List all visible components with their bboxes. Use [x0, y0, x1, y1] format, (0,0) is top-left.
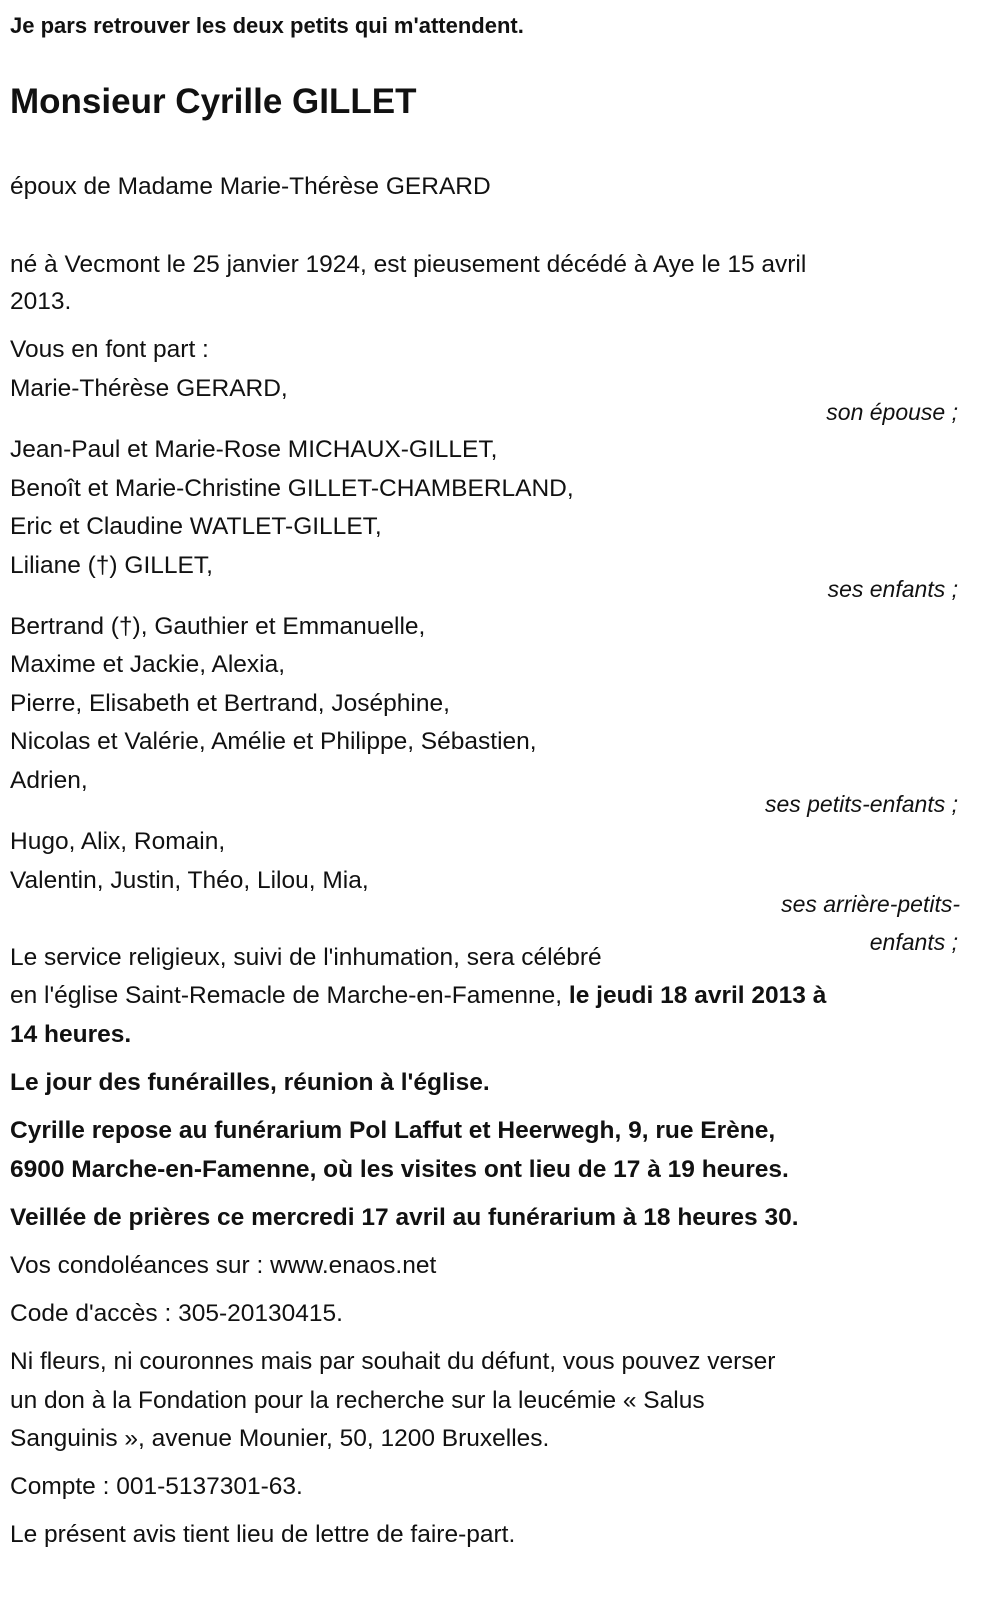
great-grandchild-name: Valentin, Justin, Théo, Lilou, Mia,: [10, 867, 369, 894]
service-line: [10, 977, 826, 1015]
grandchild-name: Adrien,: [10, 767, 88, 794]
child-name: Jean-Paul et Marie-Rose MICHAUX-GILLET,: [10, 436, 498, 463]
great-grandchildren-label: enfants ;: [869, 929, 958, 955]
service-line: Le service religieux, suivi de l'inhumation, sera célébré: [10, 944, 602, 971]
deceased-name: Monsieur Cyrille GILLET: [10, 82, 417, 121]
funerarium-line: 6900 Marche-en-Famenne, où les visites ont lieu de 17 à 19 heures.: [10, 1156, 789, 1183]
account-line: Compte : 001-5137301-63.: [10, 1473, 303, 1500]
great-grandchildren-label: ses arrière-petits-: [781, 891, 960, 917]
epigraph: Je pars retrouver les deux petits qui m'attendent.: [10, 13, 524, 38]
funerarium-line: Cyrille repose au funérarium Pol Laffut et Heerwegh, 9, rue Erène,: [10, 1117, 776, 1144]
condolences-line: Vos condoléances sur : www.enaos.net: [10, 1252, 437, 1279]
announce-line: Vous en font part :: [10, 336, 209, 363]
service-date: le jeudi 18 avril 2013 à: [568, 982, 827, 1009]
grandchild-name: Maxime et Jackie, Alexia,: [10, 651, 286, 678]
donation-line: Sanguinis », avenue Mounier, 50, 1200 Bruxelles.: [10, 1425, 550, 1452]
closing-line: Le présent avis tient lieu de lettre de faire-part.: [10, 1521, 516, 1548]
grandchild-name: Nicolas et Valérie, Amélie et Philippe, Sébastien,: [10, 728, 537, 755]
reunion-line: Le jour des funérailles, réunion à l'église.: [10, 1069, 490, 1096]
service-place: en l'église Saint-Remacle de Marche-en-Famenne,: [10, 982, 569, 1009]
birth-death-line: 2013.: [10, 288, 72, 315]
spouse-name: Marie-Thérèse GERARD,: [10, 375, 288, 402]
spouse-label: son épouse ;: [826, 399, 958, 425]
spouse-line: époux de Madame Marie-Thérèse GERARD: [10, 173, 491, 200]
child-name: Liliane (†) GILLET,: [10, 552, 213, 579]
birth-death-line: né à Vecmont le 25 janvier 1924, est pieusement décédé à Aye le 15 avril: [10, 251, 807, 278]
access-code-line: Code d'accès : 305-20130415.: [10, 1300, 343, 1327]
grandchild-name: Bertrand (†), Gauthier et Emmanuelle,: [10, 613, 426, 640]
great-grandchild-name: Hugo, Alix, Romain,: [10, 828, 226, 855]
grandchildren-label: ses petits-enfants ;: [764, 791, 958, 817]
grandchild-name: Pierre, Elisabeth et Bertrand, Joséphine,: [10, 690, 450, 717]
donation-line: Ni fleurs, ni couronnes mais par souhait du défunt, vous pouvez verser: [10, 1348, 776, 1375]
child-name: Eric et Claudine WATLET-GILLET,: [10, 513, 382, 540]
donation-line: un don à la Fondation pour la recherche sur la leucémie « Salus: [10, 1387, 705, 1414]
service-time: 14 heures.: [10, 1021, 132, 1048]
children-label: ses enfants ;: [827, 576, 958, 602]
vigil-line: Veillée de prières ce mercredi 17 avril au funérarium à 18 heures 30.: [10, 1204, 799, 1231]
child-name: Benoît et Marie-Christine GILLET-CHAMBERLAND,: [10, 475, 574, 502]
